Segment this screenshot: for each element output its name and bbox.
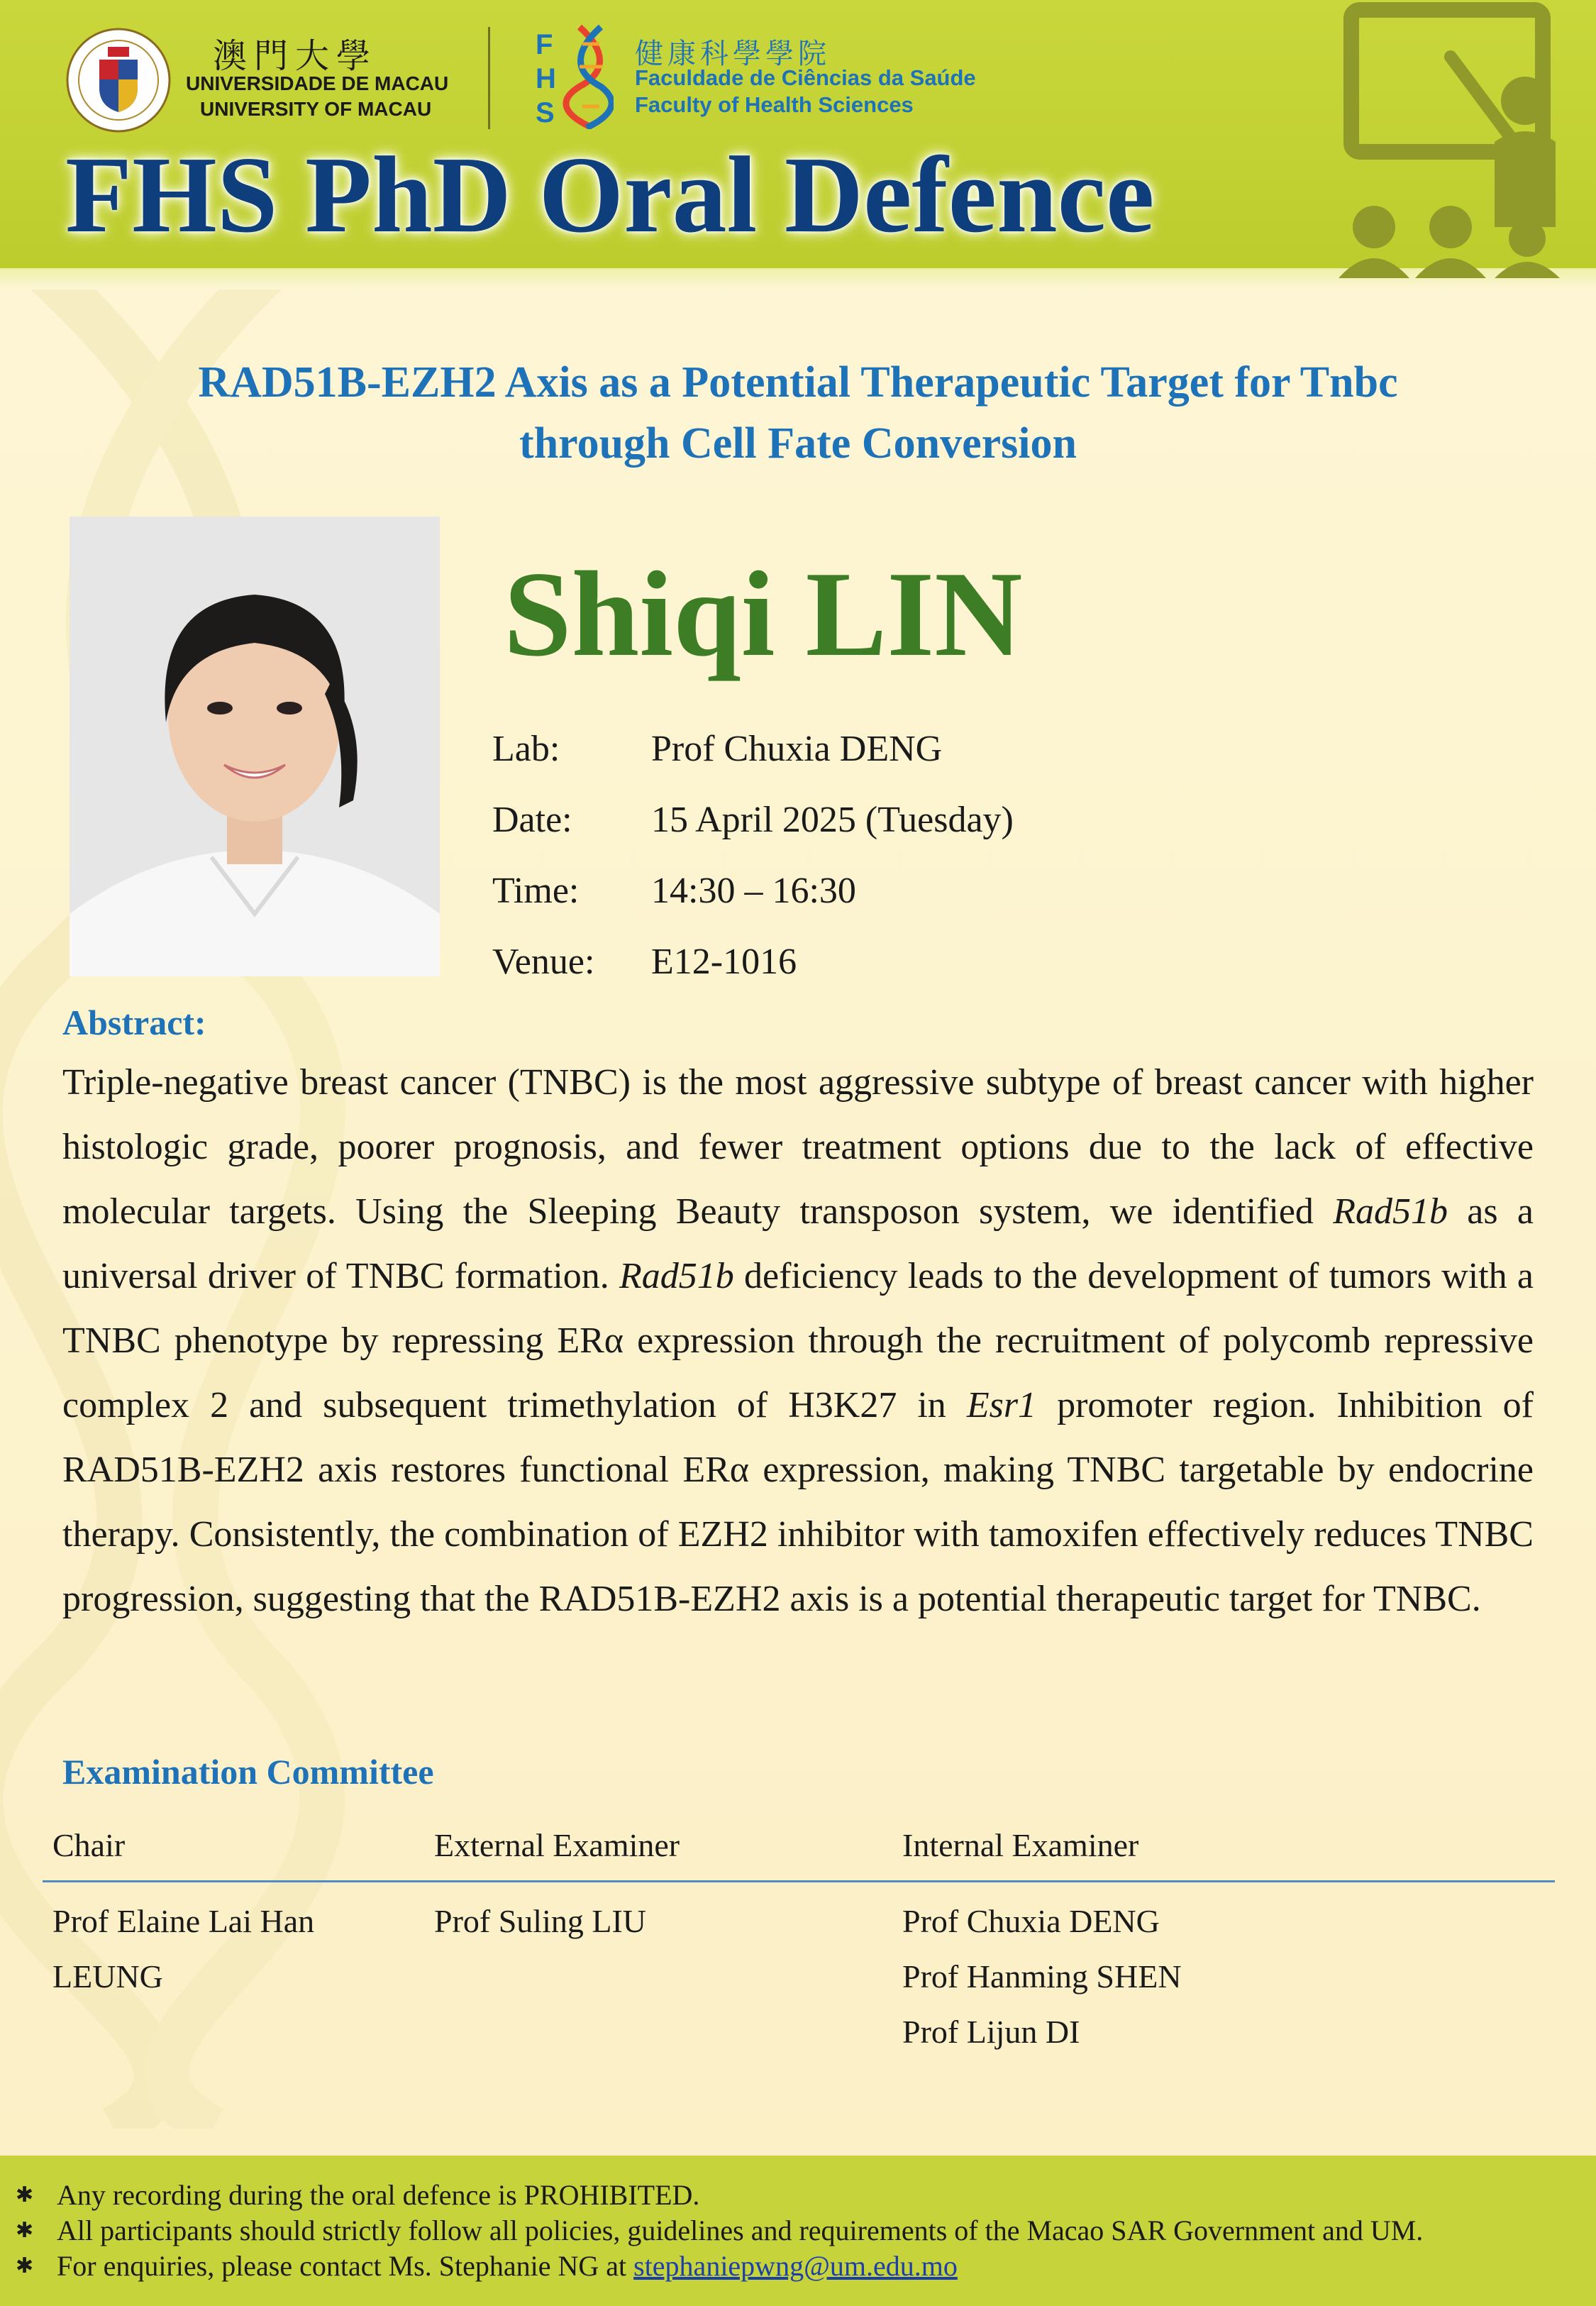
detail-row-lab bbox=[492, 713, 1014, 784]
footer-line-1 bbox=[16, 2178, 699, 2212]
detail-label: Venue: bbox=[492, 941, 595, 982]
detail-label: Time: bbox=[492, 870, 580, 911]
abstract-body bbox=[62, 1050, 1534, 1631]
committee-member: Prof Suling LIU bbox=[434, 1903, 646, 1939]
asterisk-bullet-icon: ✱ bbox=[16, 2219, 34, 2242]
abstract-text-1: Triple-negative breast cancer (TNBC) is the most aggressive subtype of breast cancer with higher histologic grade, poorer prognosis, and fewer treatment options due to the lack of effective molecular targets. Using the Sleeping Beauty transposon system, we identified bbox=[62, 1062, 1534, 1232]
committee-heading: Examination Committee bbox=[62, 1752, 434, 1792]
fhs-name-english: Faculty of Health Sciences bbox=[635, 92, 914, 117]
speaker-name: Shiqi LIN bbox=[504, 547, 1023, 682]
chair-column-header: Chair bbox=[52, 1827, 126, 1863]
abstract-text-4: promoter region. Inhibition of RAD51B-EZH2 axis restores functional ERα expression, making TNBC targetable by endocrine therapy. Consistently, the combination of EZH2 inhibitor with tamoxifen effectively reduces TNBC progression, suggesting that the RAD51B-EZH2 axis is a potential therapeutic target for TNBC. bbox=[62, 1385, 1534, 1619]
external-names bbox=[434, 1894, 646, 1949]
detail-value: 14:30 – 16:30 bbox=[651, 870, 856, 911]
footer-text: For enquiries, please contact Ms. Stephanie NG at bbox=[57, 2250, 634, 2282]
detail-value: 15 April 2025 (Tuesday) bbox=[651, 799, 1014, 840]
um-name-english: UNIVERSITY OF MACAU bbox=[200, 98, 432, 120]
um-name-portuguese: UNIVERSIDADE DE MACAU bbox=[186, 72, 449, 94]
committee-member: Prof Elaine Lai Han bbox=[52, 1903, 315, 1939]
talk-title-line-1: RAD51B-EZH2 Axis as a Potential Therapeutic Target for Tnbc bbox=[198, 358, 1398, 407]
fhs-name-chinese: 健康科學學院 bbox=[635, 38, 831, 70]
teacher-presentation-icon bbox=[1309, 0, 1596, 278]
talk-title bbox=[43, 352, 1553, 474]
committee-table bbox=[43, 1816, 1555, 2067]
abstract-heading: Abstract: bbox=[62, 1003, 206, 1042]
detail-row-venue bbox=[492, 926, 1014, 997]
chair-names bbox=[52, 1894, 314, 2004]
internal-names bbox=[902, 1894, 1182, 2060]
fhs-dna-logo-icon bbox=[536, 23, 614, 129]
talk-title-line-2: through Cell Fate Conversion bbox=[519, 419, 1077, 468]
detail-value: E12-1016 bbox=[651, 941, 797, 982]
svg-text:H: H bbox=[536, 63, 556, 94]
event-title: FHS PhD Oral Defence bbox=[65, 135, 1155, 255]
committee-header-row bbox=[43, 1816, 1555, 1882]
footer-text: Any recording during the oral defence is PROHIBITED. bbox=[57, 2179, 700, 2211]
asterisk-bullet-icon: ✱ bbox=[16, 2254, 34, 2278]
committee-member: Prof Lijun DI bbox=[902, 2014, 1080, 2050]
committee-member: Prof Chuxia DENG bbox=[902, 1903, 1160, 1939]
abstract-text-3: deficiency leads to the development of tumors with a TNBC phenotype by repressing ERα expression through the recruitment of polycomb repressive complex 2 and subsequent trimethylation of H3K27 in bbox=[62, 1256, 1534, 1425]
abstract-gene-esr1: Esr1 bbox=[966, 1385, 1037, 1425]
speaker-portrait-photo bbox=[70, 517, 440, 976]
committee-body-row bbox=[43, 1882, 1555, 2067]
asterisk-bullet-icon: ✱ bbox=[16, 2183, 34, 2207]
detail-row-time bbox=[492, 855, 1014, 926]
svg-text:F: F bbox=[536, 29, 553, 60]
fhs-name-portuguese: Faculdade de Ciências da Saúde bbox=[635, 65, 976, 90]
external-column-header: External Examiner bbox=[434, 1827, 680, 1863]
detail-label: Date: bbox=[492, 799, 572, 840]
committee-member: LEUNG bbox=[52, 1958, 163, 1995]
logo-divider bbox=[488, 27, 490, 129]
contact-email-link[interactable]: stephaniepwng@um.edu.mo bbox=[633, 2250, 958, 2282]
abstract-text-2: as a universal driver of TNBC formation. bbox=[62, 1191, 1534, 1296]
footer-line-2 bbox=[16, 2214, 1423, 2247]
detail-value: Prof Chuxia DENG bbox=[651, 728, 943, 769]
committee-member: Prof Hanming SHEN bbox=[902, 1958, 1182, 1995]
abstract-gene-rad51b: Rad51b bbox=[1333, 1191, 1448, 1232]
university-seal-icon bbox=[65, 27, 172, 133]
abstract-gene-rad51b: Rad51b bbox=[619, 1256, 734, 1296]
footer-text: All participants should strictly follow all policies, guidelines and requirements of the Macao SAR Government and UM. bbox=[57, 2214, 1424, 2246]
detail-label: Lab: bbox=[492, 728, 560, 769]
svg-text:S: S bbox=[536, 97, 555, 128]
detail-row-date bbox=[492, 784, 1014, 855]
event-details bbox=[492, 713, 1014, 997]
footer-notice bbox=[0, 2156, 1596, 2306]
footer-line-3 bbox=[16, 2249, 958, 2283]
um-name-chinese: 澳門大學 bbox=[213, 36, 378, 76]
internal-column-header: Internal Examiner bbox=[902, 1827, 1139, 1863]
